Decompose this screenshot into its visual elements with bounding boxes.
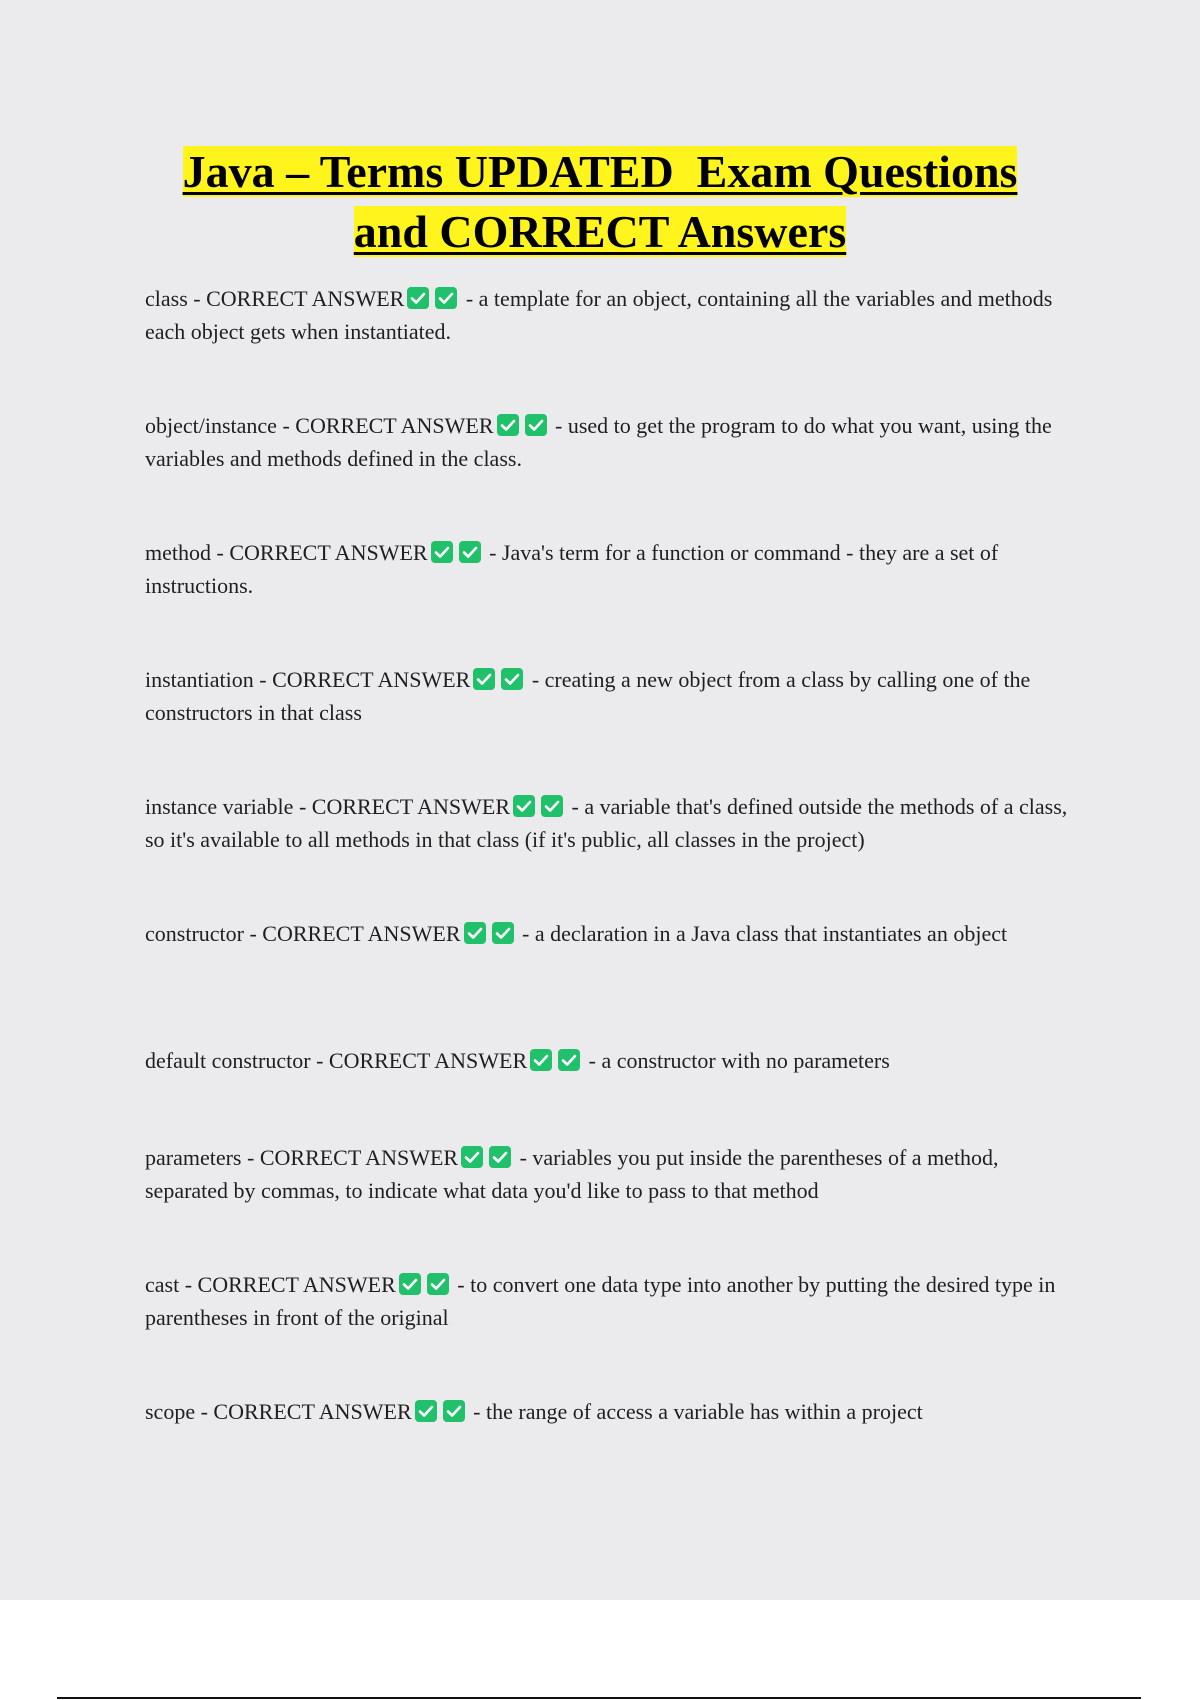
answer-marker: CORRECT ANSWER	[197, 1272, 396, 1297]
answer-marker: CORRECT ANSWER	[213, 1399, 412, 1424]
check-box-icon	[496, 413, 520, 437]
term-definition: the range of access a variable has within a project	[486, 1399, 923, 1424]
check-box-icon	[463, 921, 487, 945]
term-definition: a template for an object, containing all the variables and methods each object gets when instantiated.	[145, 286, 1053, 344]
term-definition: to convert one data type into another by putting the desired type in parentheses in front of the original	[145, 1272, 1056, 1330]
check-box-icon	[426, 1272, 450, 1296]
check-box-icon	[472, 667, 496, 691]
term-definition: Java's term for a function or command - they are a set of instructions.	[145, 540, 999, 598]
term-name: parameters	[145, 1145, 242, 1170]
answer-marker: CORRECT ANSWER	[229, 540, 428, 565]
check-box-icon	[540, 794, 564, 818]
check-box-icon	[458, 540, 482, 564]
check-box-icon	[442, 1399, 466, 1423]
check-box-icon	[529, 1048, 553, 1072]
term-name: object/instance	[145, 413, 277, 438]
title-line-1: Java – Terms UPDATED Exam Questions	[182, 146, 1018, 197]
term-name: constructor	[145, 921, 244, 946]
term-entry: scope - CORRECT ANSWER - the range of access a variable has within a project	[145, 1399, 923, 1424]
answer-marker: CORRECT ANSWER	[328, 1048, 528, 1073]
answer-marker: CORRECT ANSWER	[311, 794, 511, 819]
term-name: default constructor	[145, 1048, 311, 1073]
check-box-icon	[512, 794, 536, 818]
page-footer	[0, 1600, 1200, 1700]
check-box-icon	[491, 921, 515, 945]
term-entry: class - CORRECT ANSWER - a template for an object, containing all the variables and methods each object gets when instantiated.	[145, 286, 1053, 344]
check-box-icon	[488, 1145, 512, 1169]
term-definition: variables you put inside the parentheses of a method, separated by commas, to indicate what data you'd like to pass to that method	[145, 1145, 999, 1203]
footer-divider	[57, 1697, 1141, 1699]
term-name: scope	[145, 1399, 196, 1424]
term-name: instance variable	[145, 794, 294, 819]
check-box-icon	[398, 1272, 422, 1296]
answer-marker: CORRECT ANSWER	[262, 921, 461, 946]
term-entry: default constructor - CORRECT ANSWER - a constructor with no parameters	[145, 1048, 890, 1073]
term-definition: used to get the program to do what you want, using the variables and methods defined in the class.	[145, 413, 1052, 471]
answer-marker: CORRECT ANSWER	[272, 667, 471, 692]
term-name: instantiation	[145, 667, 254, 692]
term-definition: creating a new object from a class by calling one of the constructors in that class	[145, 667, 1031, 725]
check-box-icon	[430, 540, 454, 564]
check-box-icon	[500, 667, 524, 691]
check-box-icon	[406, 286, 430, 310]
check-box-icon	[460, 1145, 484, 1169]
term-entry: object/instance - CORRECT ANSWER - used to get the program to do what you want, using the variables and methods defined in the class.	[145, 413, 1052, 471]
term-definition: a declaration in a Java class that instantiates an object	[534, 921, 1008, 946]
term-name: method	[145, 540, 211, 565]
term-entry: cast - CORRECT ANSWER - to convert one data type into another by putting the desired type in parentheses in front of the original	[145, 1272, 1056, 1330]
document-title	[0, 142, 1200, 262]
check-box-icon	[557, 1048, 581, 1072]
term-entry: parameters - CORRECT ANSWER - variables you put inside the parentheses of a method, separated by commas, to indicate what data you'd like to pass to that method	[145, 1145, 999, 1203]
check-box-icon	[524, 413, 548, 437]
term-entry: instantiation - CORRECT ANSWER - creating a new object from a class by calling one of the constructors in that class	[145, 667, 1031, 725]
term-definition: a variable that's defined outside the methods of a class, so it's available to all methods in that class (if it's public, all classes in the project)	[145, 794, 1068, 852]
term-entry: method - CORRECT ANSWER - Java's term for a function or command - they are a set of instructions.	[145, 540, 999, 598]
check-box-icon	[434, 286, 458, 310]
term-name: cast	[145, 1272, 180, 1297]
title-line-2: and CORRECT Answers	[353, 206, 847, 257]
answer-marker: CORRECT ANSWER	[295, 413, 494, 438]
term-entry: instance variable - CORRECT ANSWER - a variable that's defined outside the methods of a class, so it's available to all methods in that class (if it's public, all classes in the project)	[145, 794, 1068, 852]
check-box-icon	[414, 1399, 438, 1423]
term-entry: constructor - CORRECT ANSWER - a declaration in a Java class that instantiates an object	[145, 921, 1008, 946]
answer-marker: CORRECT ANSWER	[206, 286, 405, 311]
term-name: class	[145, 286, 188, 311]
answer-marker: CORRECT ANSWER	[259, 1145, 459, 1170]
term-definition: a constructor with no parameters	[601, 1048, 890, 1073]
